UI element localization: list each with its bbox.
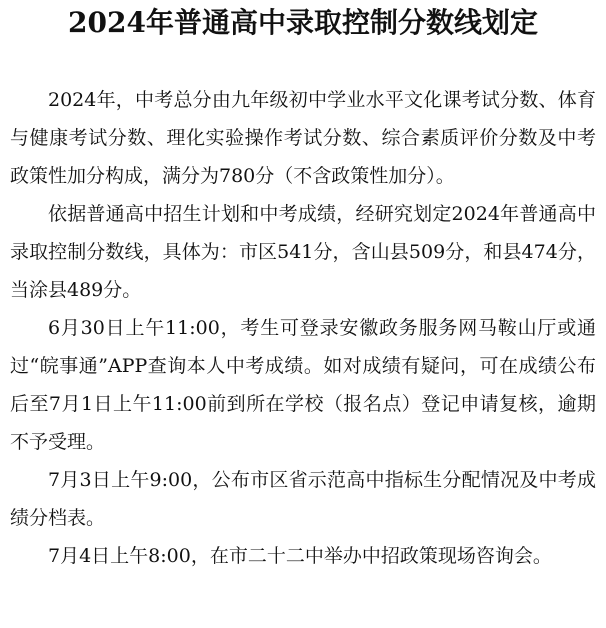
paragraph-score-query: 6月30日上午11:00，考生可登录安徽政务服务网马鞍山厅或通过“皖事通”APP查询本人中考成绩。如对成绩有疑问，可在成绩公布后至7月1日上午11:00前到所在学校（报名点）登记申请复核，逾期不予受理。 (10, 317, 596, 453)
paragraph-cutoff-scores: 依据普通高中招生计划和中考成绩，经研究划定2024年普通高中录取控制分数线，具体为：市区541分，含山县509分，和县474分，当涂县489分。 (10, 203, 596, 301)
paragraph-policy-consultation: 7月4日上午8:00，在市二十二中举办中招政策现场咨询会。 (48, 545, 552, 567)
document-title: 2024年普通高中录取控制分数线划定 (68, 6, 538, 39)
paragraph-score-composition: 2024年，中考总分由九年级初中学业水平文化课考试分数、体育与健康考试分数、理化实验操作考试分数、综合素质评价分数及中考政策性加分构成，满分为780分（不含政策性加分）。 (10, 89, 596, 187)
paragraph-distribution-announcement: 7月3日上午9:00，公布市区省示范高中指标生分配情况及中考成绩分档表。 (10, 469, 596, 529)
document-body (10, 81, 596, 575)
